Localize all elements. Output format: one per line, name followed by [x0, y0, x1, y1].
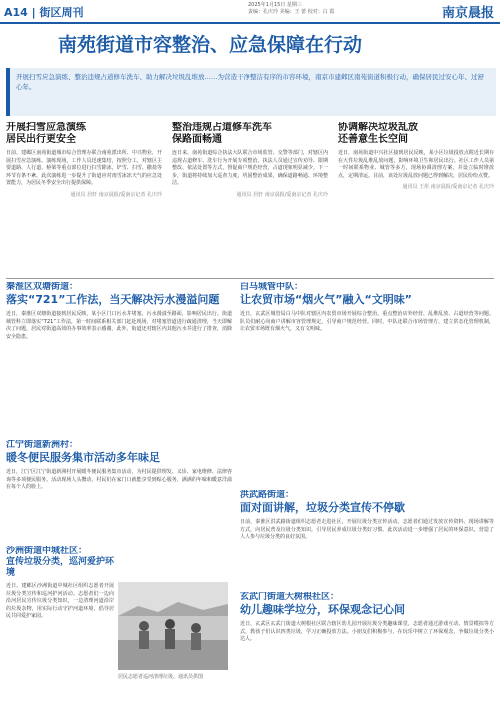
article-xinzhou-body: 近日，江宁区江宁街道新洲村开展暖冬便民服务集市活动，为村民提供理发、义诊、家电维修、法律咨询等多项便民服务。活动现场人头攒动，村民们在家门口就能享受到贴心服务，满满的年味和暖意洋溢在每个人的脸上。 [6, 469, 232, 490]
article-hongwu-kicker: 洪武路街道： [240, 490, 295, 500]
issue-meta [248, 2, 378, 16]
article-shazhou-body: 近日，建邺区沙洲街道中城社区组织志愿者开展垃圾分类宣传和巡河护河活动。志愿者们一边向沿河居民宣传垃圾分类知识，一边清理河道沿岸的垃圾杂物，用实际行动守护河道环境，倡导居民共同爱护家园。 [6, 583, 114, 619]
top-article-3-byline: 通讯员 王彤 南京晨报/爱南京记者 孔庆玲 [402, 184, 494, 190]
photo-illustration [118, 582, 228, 670]
article-baima-kicker: 白马城管中队： [240, 282, 304, 292]
top-article-2-byline: 通讯员 居轩 南京晨报/爱南京记者 孔庆玲 [236, 191, 328, 198]
article-baima-title: 让农贸市场“烟火气”融入“文明味” [240, 293, 412, 306]
article-shuangtang [6, 282, 232, 432]
article-shuangtang-body: 近日，秦淮区双塘街道接到居民反映，某小区门口污水井堵塞，污水漫溢至路面，影响居民出行。街道城管科立即落实“721”工作法，第一时间联系相关部门赶赴现场，对堵塞管道进行疏通清理，当天即解决了问题，居民对街道高效的办事效率表示感谢。此外，街道还对辖区内其他污水井进行了排查，消除安全隐患。 [6, 311, 232, 340]
article-xuanwumen-title: 幼儿趣味学垃分，环保观念记心间 [240, 603, 405, 616]
photo-caption: 居民志愿者巡河清理垃圾。通讯员供图 [118, 674, 204, 680]
masthead [0, 0, 500, 24]
top-article-2 [172, 122, 328, 274]
section-label: A14 | 街区周刊 [4, 6, 84, 19]
article-hongwu [240, 490, 494, 586]
section-divider [6, 278, 494, 279]
page-headline: 南苑街道市容整治、应急保障在行动 [58, 34, 363, 56]
article-baima [240, 282, 494, 482]
article-shuangtang-title: 落实“721”工作法，当天解决污水漫溢问题 [6, 293, 220, 306]
issue-date: 2025年1月15日 星期三 [248, 2, 302, 8]
news-photo [118, 582, 228, 670]
article-xuanwumen [240, 592, 494, 708]
issue-editors: 责编：孔庆玲 美编：王 蕾 校对：白 霞 [248, 9, 335, 15]
article-hongwu-body: 日前，秦淮区洪武路街道组织志愿者走进社区，开展垃圾分类宣传活动。志愿者们通过发放宣传资料、现场讲解等方式，向居民普及垃圾分类知识，引导居民养成垃圾分类好习惯。此次活动进一步增强了居民的环保意识，营造了人人参与垃圾分类的良好氛围。 [240, 519, 494, 540]
article-shazhou [6, 546, 114, 706]
article-shazhou-title: 宣传垃圾分类，巡河爱护环境 [6, 557, 114, 578]
article-xuanwumen-kicker: 玄武门街道大树根社区： [240, 592, 340, 602]
top-article-1-body: 日前，建邺区南苑街道城市综合管理办联合南苑派出所、中兴物业，开展扫雪应急演练。演练现场，工作人员迅速集结，按照分工，对辖区主要道路、人行道、桥梁等重点部位进行扫雪除冰，铲雪、扫雪、撒盐等环节有条不紊。此次演练进一步提升了街道应对雨雪冰冻天气的应急处置能力，为居民冬季安全出行提供保障。 [6, 150, 162, 186]
newspaper-logo: 南京晨报 [441, 6, 494, 21]
top-article-1 [6, 122, 162, 274]
top-article-1-title: 开展扫雪应急演练 居民出行更安全 [6, 122, 86, 145]
top-article-3-title: 协调解决垃圾乱放 还善意生长空间 [338, 122, 418, 145]
article-hongwu-title: 面对面讲解，垃圾分类宣传不停歇 [240, 501, 405, 514]
top-article-3 [338, 122, 494, 274]
article-shuangtang-kicker: 秦淮区双塘街道： [6, 282, 79, 292]
top-article-3-body: 近日，南苑街道中兴社区接到居民反映，某小区垃圾投放点附近长期存在大件垃圾乱堆乱放问题，影响环境卫生和居民出行。社区工作人员第一时间联系物业、城管等多方，现场协调清理方案，并设立临时堆放点，定期清运。目前，该处垃圾乱放问题已得到解决，居民纷纷点赞。 [338, 150, 494, 179]
top-article-1-byline: 通讯员 居轩 南京晨报/爱南京记者 孔庆玲 [70, 191, 162, 198]
lead-paragraph: 开展扫雪应急演练、整治违规占道修车洗车、助力解决垃圾乱堆放……为营造干净整洁有序的市容环境，南京市建邺区南苑街道积极行动，确保居民过安心年、过舒心年。 [6, 68, 496, 116]
top-article-2-title: 整治违规占道修车洗车 保路面畅通 [172, 122, 272, 145]
article-xinzhou-title: 暖冬便民服务集市活动多年味足 [6, 451, 160, 464]
article-xinzhou [6, 440, 232, 540]
article-xuanwumen-body: 近日，玄武区玄武门街道大树根社区联合辖区幼儿园开展垃圾分类趣味课堂。志愿者通过游戏互动、情景模拟等方式，教孩子们认识四类垃圾，学习正确投放方法。小朋友们积极参与，在玩乐中树立了环保观念，争做垃圾分类小达人。 [240, 621, 494, 642]
article-xinzhou-kicker: 江宁街道新洲村： [6, 440, 79, 450]
article-shazhou-kicker: 沙洲街道中城社区： [6, 546, 88, 556]
top-article-2-body: 连日来，南苑街道综合执法大队联合市场监管、交警等部门，对辖区内违规占道修车、洗车行为开展专项整治。执法人员通过宣传劝导、限期整改、依法处置等方式，督促商户规范经营，占道现象明显减少。下一步，街道将持续加大巡查力度，巩固整治成果，确保道路畅通、环境整洁。 [172, 150, 328, 186]
article-baima-body: 近日，玄武区城管局白马中队对辖区内农贸市场开展综合整治，重点整治店外经营、乱堆乱放、占道经营等问题。队员们耐心向商户讲解市容管理规定，引导商户规范经营。同时，中队还联合市场管理方，建立常态化管理机制，让农贸市场既有烟火气，又有文明味。 [240, 311, 494, 332]
